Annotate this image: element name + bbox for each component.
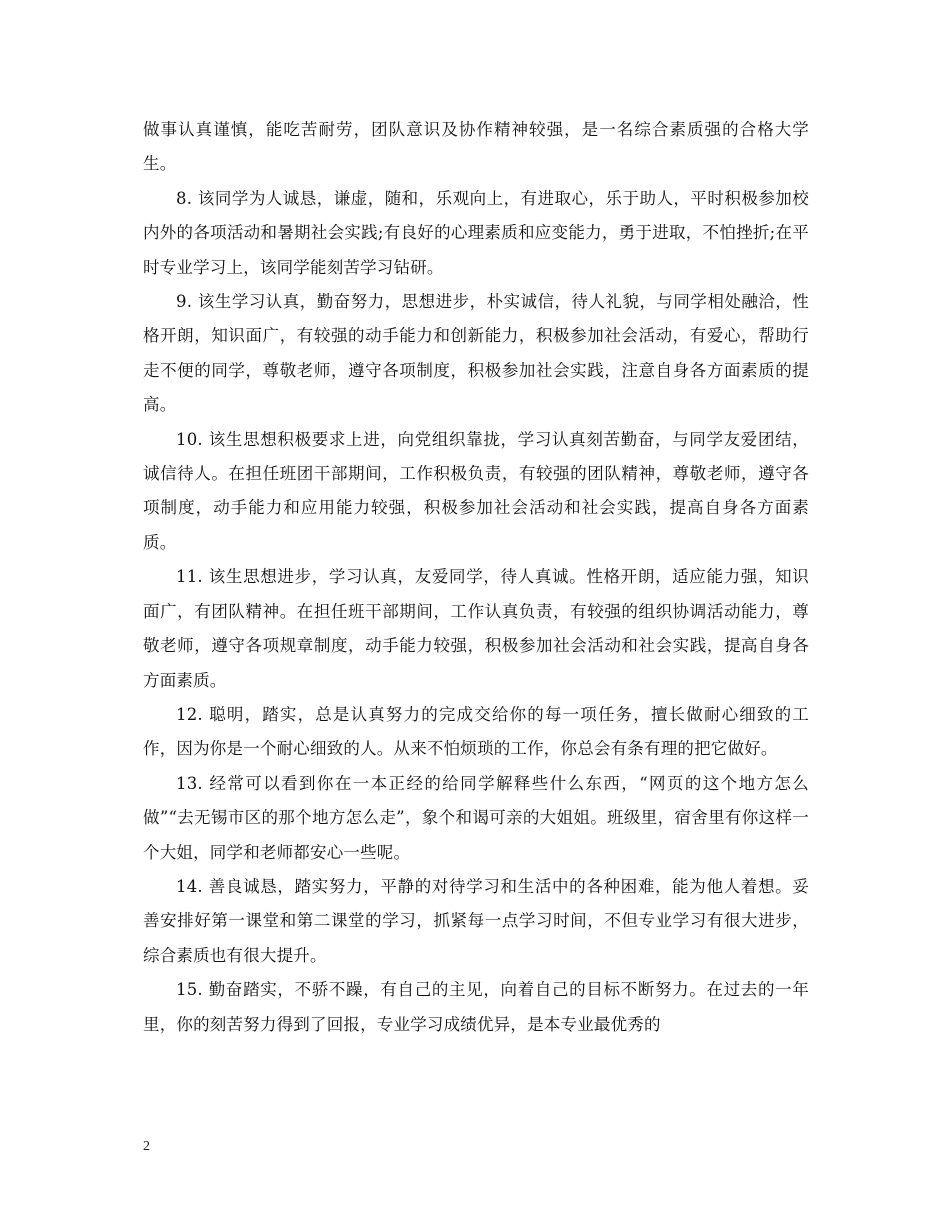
document-body bbox=[143, 113, 809, 1042]
paragraph-continuation: 做事认真谨慎，能吃苦耐劳，团队意识及协作精神较强，是一名综合素质强的合格大学生。 bbox=[143, 120, 809, 174]
page-number: 2 bbox=[143, 1139, 150, 1154]
paragraph-14: 14. 善良诚恳，踏实努力，平静的对待学习和生活中的各种困难，能为他人着想。妥善安排好第一课堂和第二课堂的学习，抓紧每一点学习时间，不但专业学习有很大进步，综合素质也有很大提升。 bbox=[143, 876, 809, 965]
paragraph-15: 15. 勤奋踏实，不骄不躁，有自己的主见，向着自己的目标不断努力。在过去的一年里，你的刻苦努力得到了回报，专业学习成绩优异，是本专业最优秀的 bbox=[143, 980, 809, 1034]
paragraph-13: 13. 经常可以看到你在一本正经的给同学解释些什么东西，“网页的这个地方怎么做”“去无锡市区的那个地方怎么走”，象个和谒可亲的大姐姐。班级里，宿舍里有你这样一个大姐，同学和老师都安心一些呢。 bbox=[143, 773, 809, 862]
paragraph-12: 12. 聪明，踏实，总是认真努力的完成交给你的每一项任务，擅长做耐心细致的工作，因为你是一个耐心细致的人。从来不怕烦琐的工作，你总会有条有理的把它做好。 bbox=[143, 704, 809, 759]
paragraph-8: 8. 该同学为人诚恳，谦虚，随和，乐观向上，有进取心，乐于助人，平时积极参加校内外的各项活动和暑期社会实践;有良好的心理素质和应变能力，勇于进取，不怕挫折;在平时专业学习上，该同学能刻苦学习钻研。 bbox=[143, 188, 809, 277]
paragraph-10: 10. 该生思想积极要求上进，向党组织靠拢，学习认真刻苦勤奋，与同学友爱团结，诚信待人。在担任班团干部期间，工作积极负责，有较强的团队精神，尊敬老师，遵守各项制度，动手能力和应用能力较强，积极参加社会活动和社会实践，提高自身各方面素质。 bbox=[143, 429, 809, 552]
paragraph-11: 11. 该生思想进步，学习认真，友爱同学，待人真诚。性格开朗，适应能力强，知识面广，有团队精神。在担任班干部期间，工作认真负责，有较强的组织协调活动能力，尊敬老师，遵守各项规章制度，动手能力较强，积极参加社会活动和社会实践，提高自身各方面素质。 bbox=[143, 567, 809, 690]
paragraph-9: 9. 该生学习认真，勤奋努力，思想进步，朴实诚信，待人礼貌，与同学相处融洽，性格开朗，知识面广，有较强的动手能力和创新能力，积极参加社会活动，有爱心，帮助行走不便的同学，尊敬老师，遵守各项制度，积极参加社会实践，注意自身各方面素质的提高。 bbox=[143, 292, 809, 415]
